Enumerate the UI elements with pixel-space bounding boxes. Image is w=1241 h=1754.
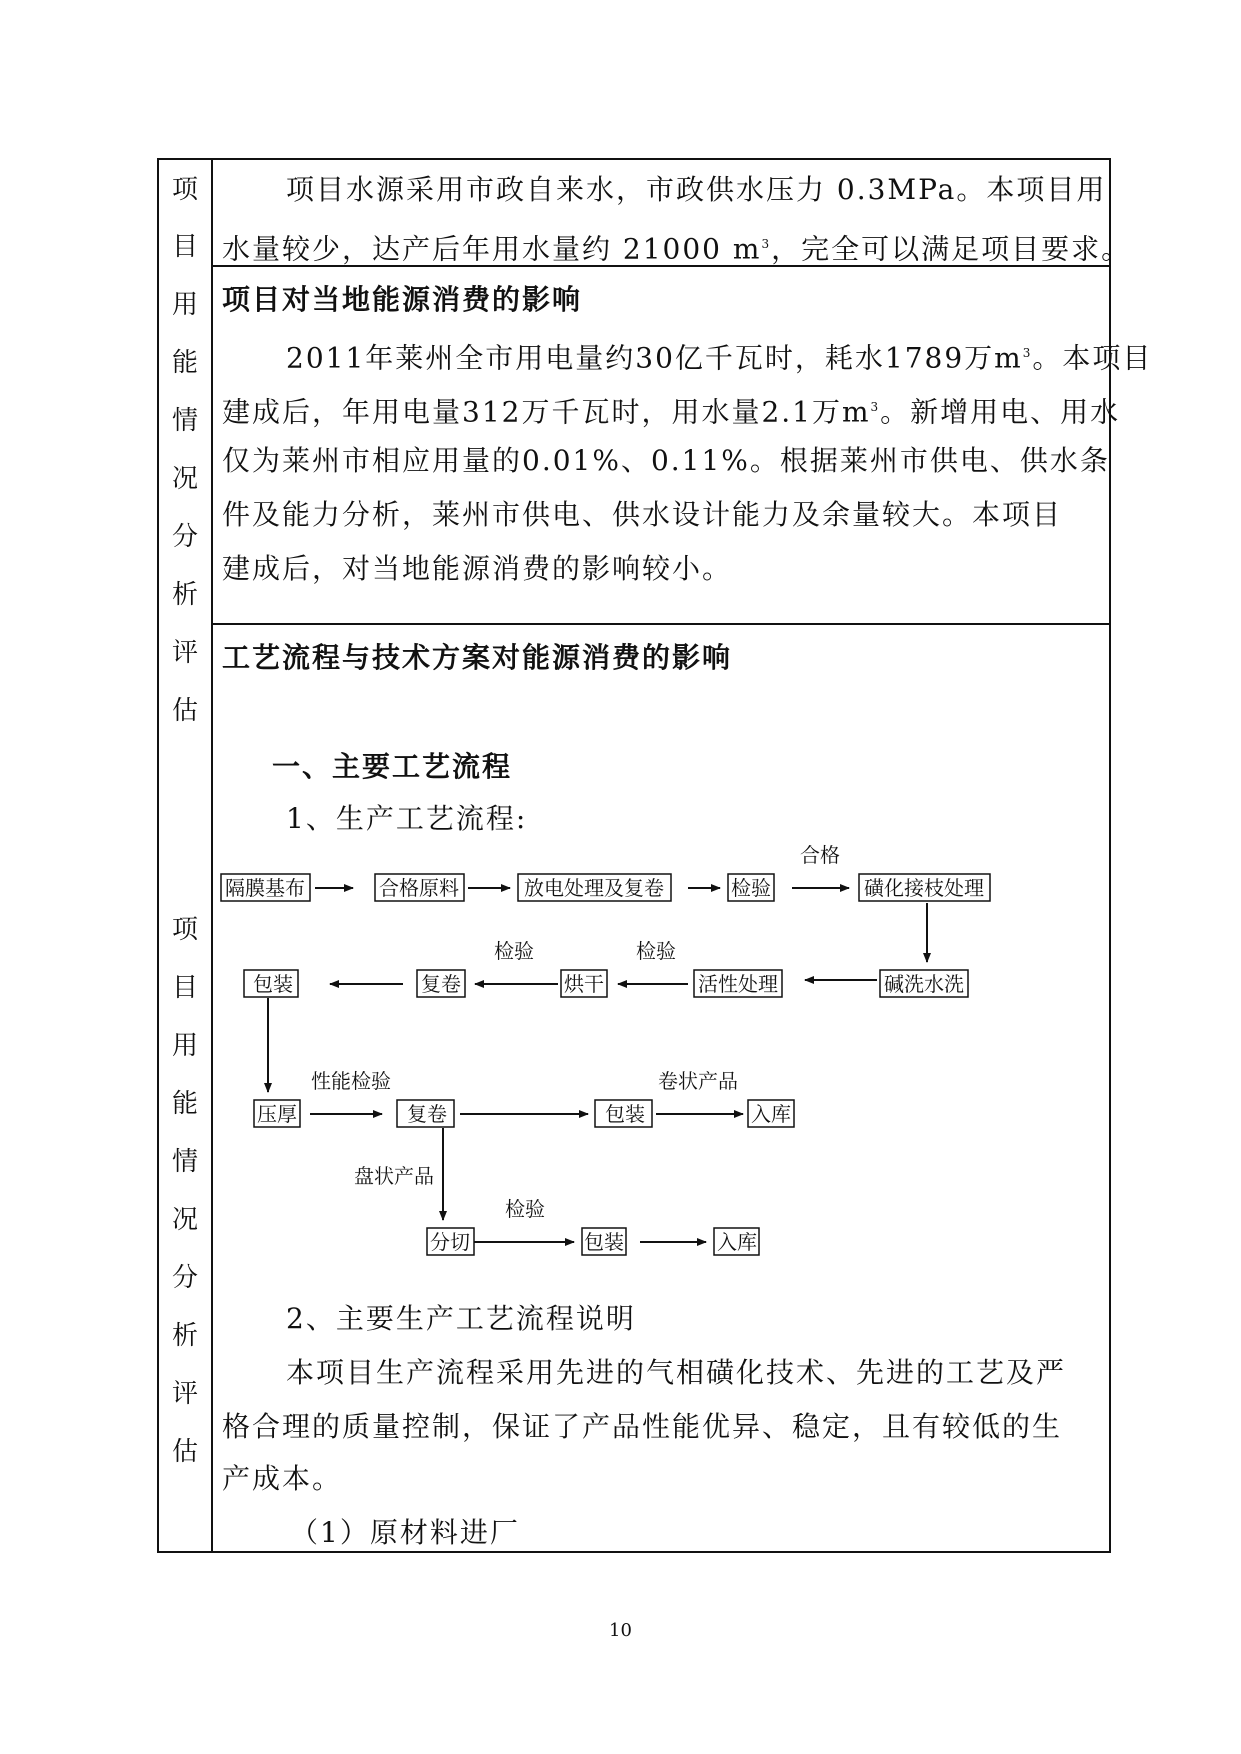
side-char: 估 bbox=[171, 1437, 198, 1467]
flow-box-label: 分切 bbox=[430, 1230, 470, 1254]
flow-box-label: 检验 bbox=[731, 876, 771, 900]
flow-box-label: 包装 bbox=[605, 1102, 645, 1126]
process-heading: 工艺流程与技术方案对能源消费的影响 bbox=[222, 641, 733, 674]
water-line-1: 项目水源采用市政自来水，市政供水压力 0.3MPa。本项目用 bbox=[286, 173, 1107, 206]
flow-box-label: 放电处理及复卷 bbox=[524, 876, 664, 900]
process-sub1: 一、主要工艺流程 bbox=[272, 750, 513, 783]
side-char: 估 bbox=[171, 696, 198, 726]
flow-arrow-label: 性能检验 bbox=[311, 1069, 391, 1093]
side-char: 析 bbox=[171, 1321, 198, 1351]
flow-box-label: 入库 bbox=[751, 1102, 791, 1126]
flow-box-label: 包装 bbox=[584, 1230, 624, 1254]
flow-box-label: 复卷 bbox=[407, 1102, 447, 1126]
flow-box-label: 包装 bbox=[253, 972, 293, 996]
flow-arrow-label: 合格 bbox=[800, 843, 840, 867]
page-number: 10 bbox=[609, 1620, 632, 1641]
water-line-2: 水量较少，达产后年用水量约 21000 $m^3$，完全可以满足项目要求。 bbox=[222, 232, 1132, 266]
side-char: 分 bbox=[171, 1263, 198, 1293]
flow-arrow-label: 卷状产品 bbox=[658, 1069, 738, 1093]
side-char: 能 bbox=[171, 348, 198, 378]
side-char: 况 bbox=[171, 1205, 198, 1235]
side-char: 评 bbox=[171, 1379, 198, 1409]
side-char: 评 bbox=[171, 638, 198, 668]
process-sub1-1: 1、生产工艺流程: bbox=[286, 802, 528, 835]
flow-arrow-label: 检验 bbox=[636, 939, 676, 963]
side-char: 用 bbox=[171, 1031, 198, 1061]
local-line-5: 建成后，对当地能源消费的影响较小。 bbox=[222, 552, 733, 585]
process-para-3: 产成本。 bbox=[222, 1462, 343, 1495]
flow-arrow-label: 检验 bbox=[505, 1197, 545, 1221]
side-char: 情 bbox=[171, 406, 198, 436]
flow-arrow-label: 检验 bbox=[494, 939, 534, 963]
local-line-4: 件及能力分析，莱州市供电、供水设计能力及余量较大。本项目 bbox=[222, 498, 1063, 531]
flow-arrow-label: 盘状产品 bbox=[354, 1164, 434, 1188]
local-line-3: 仅为莱州市相应用量的0.01%、0.11%。根据莱州市供电、供水条 bbox=[222, 444, 1110, 477]
flow-box-label: 活性处理 bbox=[698, 972, 778, 996]
local-line-1: 2011年莱州全市用电量约30亿千瓦时，耗水1789万$m^3$。本项目 bbox=[286, 341, 1153, 375]
side-char: 目 bbox=[171, 232, 198, 262]
flow-box-label: 隔膜基布 bbox=[225, 876, 305, 900]
process-item-1: （1）原材料进厂 bbox=[290, 1516, 520, 1549]
flow-box-label: 碱洗水洗 bbox=[884, 972, 964, 996]
local-line-2: 建成后，年用电量312万千瓦时，用水量2.1万$m^3$。新增用电、用水 bbox=[222, 395, 1121, 429]
side-char: 能 bbox=[171, 1089, 198, 1119]
side-char: 况 bbox=[171, 464, 198, 494]
flow-box-label: 复卷 bbox=[421, 972, 461, 996]
flow-box-label: 入库 bbox=[717, 1230, 757, 1254]
local-heading: 项目对当地能源消费的影响 bbox=[222, 283, 583, 316]
side-char: 目 bbox=[171, 973, 198, 1003]
process-para-2: 格合理的质量控制，保证了产品性能优异、稳定，且有较低的生 bbox=[222, 1410, 1063, 1443]
flow-box-label: 磺化接枝处理 bbox=[864, 876, 984, 900]
side-char: 用 bbox=[171, 290, 198, 320]
process-para-1: 本项目生产流程采用先进的气相磺化技术、先进的工艺及严 bbox=[286, 1356, 1067, 1389]
side-char: 析 bbox=[171, 580, 198, 610]
side-char: 项 bbox=[171, 915, 198, 945]
flow-box-label: 压厚 bbox=[257, 1102, 297, 1126]
side-char: 情 bbox=[171, 1147, 198, 1177]
flow-box-label: 合格原料 bbox=[379, 876, 459, 900]
process-sub2: 2、主要生产工艺流程说明 bbox=[286, 1302, 636, 1335]
side-char: 项 bbox=[171, 175, 198, 205]
flow-box-label: 烘干 bbox=[564, 972, 604, 996]
side-char: 分 bbox=[171, 522, 198, 552]
